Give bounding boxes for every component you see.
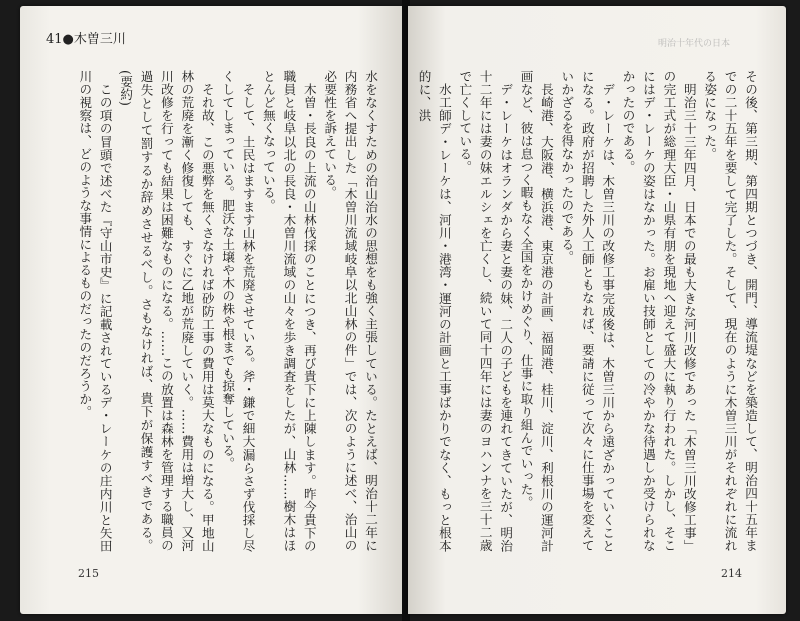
paragraph: デ・レーケはオランダから妻と妻の妹、二人の子どもを連れてきていたが、明治十二年には妻の妹エルシェを亡くし、続いて同十四年には妻のヨハンナを三十二歳で亡くしている。 — [457, 70, 514, 552]
paragraph: 長崎港、大阪港、横浜港、東京港の計画、福岡港、桂川、淀川、利根川の運河計画など、彼は息つく暇もなく全国をかけめぐり、仕事に取り組んでいった。 — [518, 70, 554, 552]
paragraph: 明治三十三年四月、日本での最も大きな河川改修であった「木曽三川改修工事」の完工式が総理大臣・山県有朋を現地へ迎えて盛大に執り行われた。しかし、そこにはデ・レーケの姿はなかった。お雇い技師としての冷やかな待遇しか受けられなかったのである。 — [620, 70, 697, 552]
paragraph: この項の冒頭で述べた『守山市史』に記載されているデ・レーケの庄内川と矢田川の視察は、どのような事情によるものだったのだろうか。 — [77, 70, 113, 552]
running-head-right: 明治十年代の日本 — [657, 39, 730, 49]
page-number-right: 214 — [721, 567, 742, 580]
paragraph: 水工師デ・レーケは、河川・港湾・運河の計画と工事ばかりでなく、もっと根本的に、洪 — [416, 70, 452, 552]
running-head: 41●木曽三川 — [46, 32, 126, 47]
left-page-text — [77, 70, 380, 552]
right-page — [408, 6, 786, 614]
paragraph: その後、第三期、第四期とつづき、開門、導流堤などを築造して、明治四十五年までの二十五年を要して完了した。そして、現在のように木曽三川がそれぞれに流れる姿になった。 — [702, 70, 758, 552]
quote-paragraph: 木曽・長良の上流の山林伐採のことにつき、再び貴下に上陳します。昨今貴下の職員と岐阜以北の長良・木曽川流域の山々を歩き調査をしたが、山林……樹木はほとんど無くなっている。 — [260, 70, 317, 552]
right-page-text — [416, 70, 760, 552]
page-number-left: 215 — [78, 567, 99, 580]
left-page — [20, 6, 404, 614]
quote-paragraph: そして、土民はますます山林を荒廃させている。斧・鎌で細大漏らさず伐採し尽くしてしまっている。肥沃な土壌や木の株や根までも掠奪している。 — [220, 70, 256, 552]
paragraph: デ・レーケは、木曽三川の改修工事完成後は、木曽三川から遠ざかっていくことになる。政府が招聘した外人工師ともなれば、要請に従って次々に仕事場を変えていかざるを得なかったのである。 — [559, 70, 616, 552]
quote-paragraph: それ故、この悪弊を無くさなければ砂防工事の費用は莫大なものになる。甲地山林の荒廃を漸く修復しても、すぐに乙地が荒廃していく。……費用は増大し、又河川改修を行っても結果は困難なものになる。……この放置は森林を管理する職員の過失として罰するか辞めさせるべし。さもなければ、貴下が保護すべきである。(要約) — [118, 70, 215, 552]
paragraph: 水をなくすための治山治水の思想をも強く主張している。たとえば、明治十二年に内務省へ提出した「木曽川流域岐阜以北山林の件」では、次のように述べ、治山の必要性を訴えている。 — [322, 70, 378, 552]
